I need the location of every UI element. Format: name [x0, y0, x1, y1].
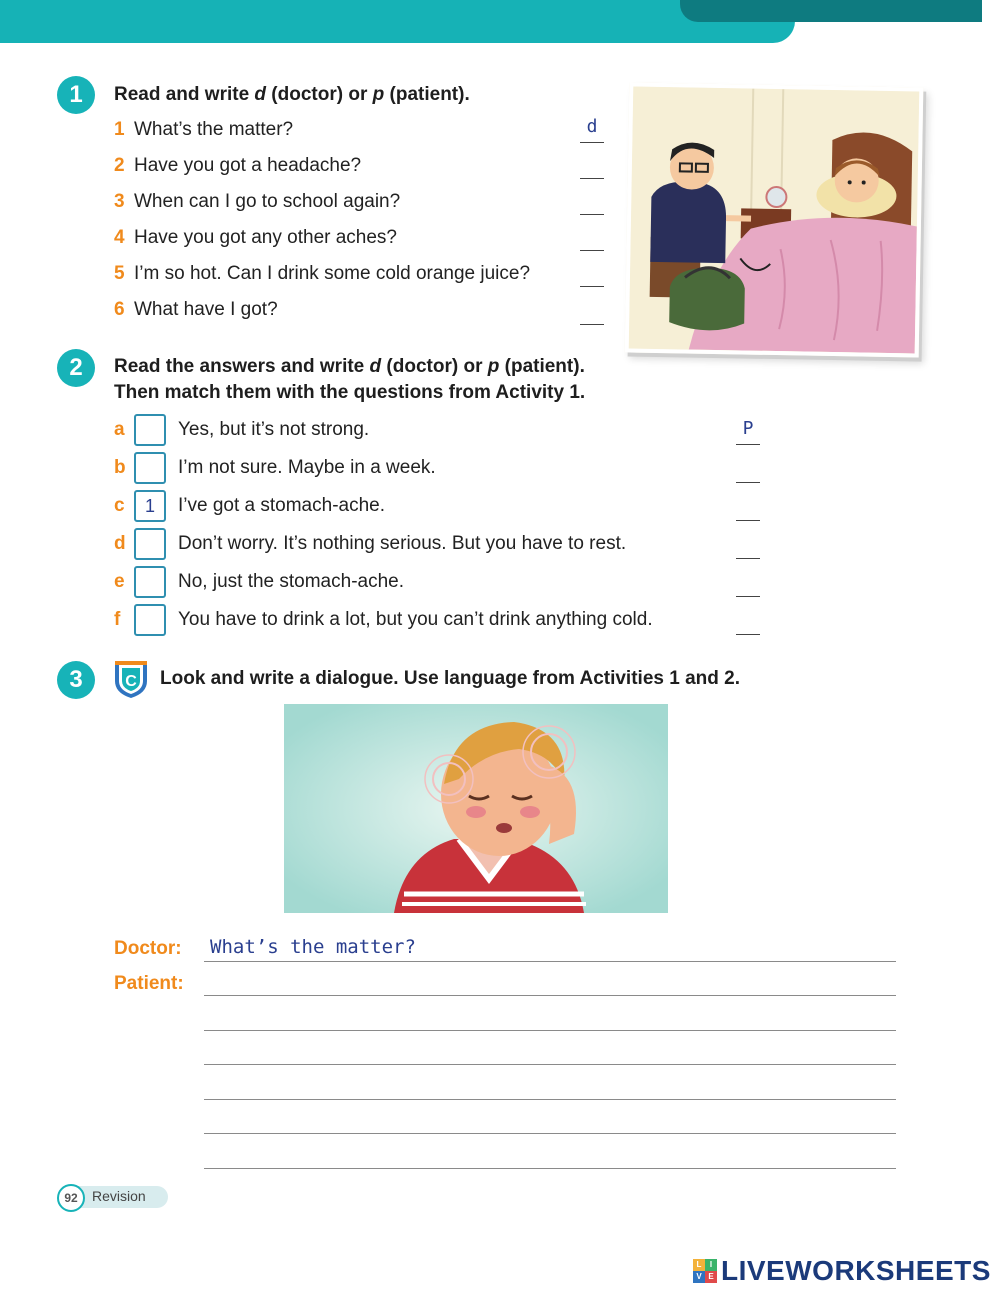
header-tab	[680, 0, 982, 22]
answer-row	[114, 414, 369, 446]
answer-letter: b	[114, 457, 126, 478]
footer-section: Revision	[92, 1188, 146, 1204]
brand-mark-letter: L	[693, 1259, 705, 1271]
heading-letter-d: d	[254, 84, 267, 105]
answer-row	[114, 566, 404, 598]
heading-text: (doctor) or	[381, 356, 488, 377]
answer-blank[interactable]: P	[736, 418, 760, 445]
activity-3-number: 3	[57, 661, 95, 699]
question-text: I’m so hot. Can I drink some cold orange juice?	[134, 263, 531, 284]
answer-blank[interactable]	[736, 570, 760, 597]
answer-text: You have to drink a lot, but you can’t drink anything cold.	[178, 609, 653, 630]
answer-blank[interactable]: d	[580, 116, 604, 143]
question-row	[114, 188, 400, 216]
activity-2-number: 2	[57, 349, 95, 387]
question-row	[114, 152, 361, 180]
writing-line[interactable]	[204, 1168, 896, 1169]
question-text: When can I go to school again?	[134, 191, 401, 212]
brand-logo	[693, 1255, 991, 1287]
brand-text: LIVEWORKSHEETS	[721, 1255, 991, 1286]
question-number: 6	[114, 299, 125, 320]
brand-mark-icon	[693, 1259, 717, 1283]
heading-letter-p: p	[372, 84, 385, 105]
question-number: 5	[114, 263, 125, 284]
heading-text: (patient).	[499, 356, 585, 377]
heading-text: Read the answers and write	[114, 356, 370, 377]
activity-3-heading: Look and write a dialogue. Use language from Activities 1 and 2.	[160, 668, 740, 689]
match-box[interactable]	[134, 566, 166, 598]
answer-row	[114, 604, 653, 636]
answer-letter: e	[114, 571, 125, 592]
answer-letter: a	[114, 419, 125, 440]
answer-row	[114, 452, 436, 484]
heading-text: (patient).	[384, 84, 470, 105]
question-row	[114, 224, 397, 252]
question-text: Have you got any other aches?	[134, 227, 398, 248]
writing-line[interactable]	[204, 995, 896, 996]
answer-blank[interactable]	[580, 260, 604, 287]
question-number: 4	[114, 227, 125, 248]
question-text: What’s the matter?	[134, 119, 294, 140]
question-number: 3	[114, 191, 125, 212]
heading-text: Read and write	[114, 84, 255, 105]
answer-blank[interactable]	[580, 188, 604, 215]
heading-letter-p: p	[487, 356, 500, 377]
answer-text: Yes, but it’s not strong.	[178, 419, 370, 440]
page-number: 92	[57, 1184, 85, 1212]
activity-1-number: 1	[57, 76, 95, 114]
answer-blank[interactable]	[580, 224, 604, 251]
question-row	[114, 260, 530, 288]
answer-letter: d	[114, 533, 126, 554]
answer-text: I’m not sure. Maybe in a week.	[178, 457, 436, 478]
answer-blank[interactable]	[736, 494, 760, 521]
activity-1-heading	[114, 82, 470, 108]
activity-2-heading	[114, 354, 585, 406]
question-row	[114, 296, 278, 324]
brand-mark-letter: E	[705, 1271, 717, 1283]
question-row	[114, 116, 293, 144]
writing-line[interactable]	[204, 1133, 896, 1134]
brand-mark-letter: V	[693, 1271, 705, 1283]
writing-line[interactable]	[204, 1030, 896, 1031]
answer-text: Don’t worry. It’s nothing serious. But you have to rest.	[178, 533, 627, 554]
brand-mark-letter: I	[705, 1259, 717, 1271]
match-box[interactable]	[134, 604, 166, 636]
doctor-patient-illustration	[625, 82, 924, 357]
match-box[interactable]	[134, 528, 166, 560]
answer-row	[114, 490, 385, 522]
answer-row	[114, 528, 626, 560]
question-number: 2	[114, 155, 125, 176]
answer-blank[interactable]	[580, 152, 604, 179]
answer-blank[interactable]	[580, 298, 604, 325]
doctor-label: Doctor:	[114, 938, 182, 959]
header-band	[0, 0, 795, 43]
heading-letter-d: d	[369, 356, 382, 377]
heading-text: (doctor) or	[266, 84, 373, 105]
answer-text: No, just the stomach-ache.	[178, 571, 404, 592]
match-box[interactable]	[134, 452, 166, 484]
match-box[interactable]: 1	[134, 490, 166, 522]
answer-blank[interactable]	[736, 608, 760, 635]
shield-icon	[113, 659, 149, 699]
answer-blank[interactable]	[736, 456, 760, 483]
patient-label: Patient:	[114, 973, 184, 994]
heading-line2: Then match them with the questions from Activity 1.	[114, 382, 586, 403]
answer-blank[interactable]	[736, 532, 760, 559]
question-text: What have I got?	[134, 299, 278, 320]
headache-boy-illustration	[284, 704, 668, 913]
writing-line[interactable]	[204, 1099, 896, 1100]
answer-text: I’ve got a stomach-ache.	[178, 495, 385, 516]
doctor-line-text[interactable]: What’s the matter?	[210, 936, 416, 958]
answer-letter: c	[114, 495, 125, 516]
answer-letter: f	[114, 609, 121, 630]
writing-line[interactable]	[204, 1064, 896, 1065]
match-box[interactable]	[134, 414, 166, 446]
question-number: 1	[114, 119, 125, 140]
shield-letter: C	[125, 673, 137, 690]
writing-line[interactable]	[204, 961, 896, 962]
question-text: Have you got a headache?	[134, 155, 362, 176]
